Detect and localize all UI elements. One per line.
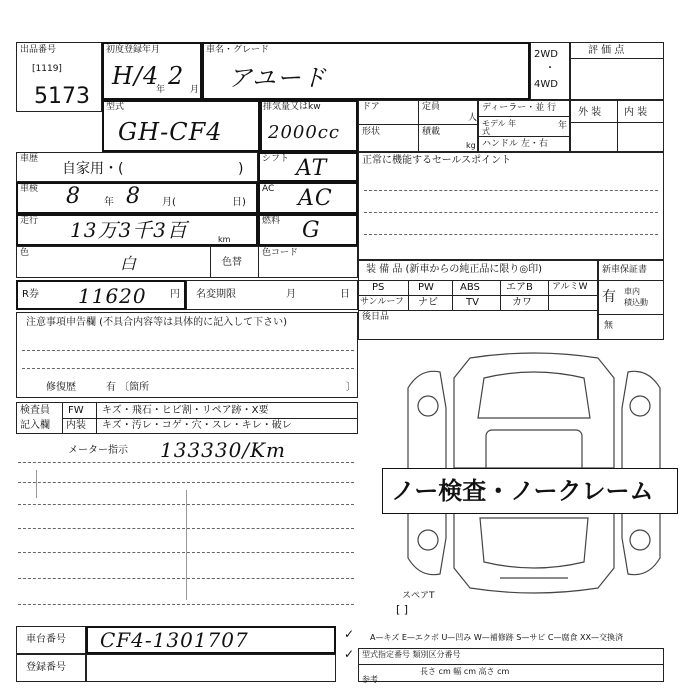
drive-dot: ・ (545, 63, 555, 74)
warranty-note2: 積込動 (624, 298, 648, 307)
displacement-label: 排気量又はkw (263, 102, 321, 112)
inspector-label1: 検査員 (20, 405, 50, 416)
repair-end: 〕 (346, 382, 356, 393)
dealer-label: ディーラー・並 行 (482, 103, 557, 113)
shape-label: 形状 (362, 127, 381, 137)
name-change-day: 日 (340, 289, 350, 300)
spec-label: 型式指定番号 類別区分番号 (362, 650, 461, 659)
fuel-label: 燃料 (262, 216, 281, 226)
model-year-label: モデル 年式 (482, 119, 517, 136)
damage-legend: A—キズ E—エクボ U—凹み W—補修跡 S—サビ C—腐食 XX—交換済 (370, 633, 624, 642)
no-claim-stamp (382, 468, 678, 514)
first-reg-month: 2 (168, 62, 185, 90)
first-reg-label: 初度登録年月 (106, 45, 161, 55)
chassis-label: 車台番号 (26, 634, 66, 645)
inspection-year: 8 (66, 184, 81, 209)
ac-value: AC (298, 186, 333, 211)
recycle-label: R券 (22, 289, 39, 300)
warranty-has: 有 (602, 289, 616, 305)
check-mark-2: ✓ (344, 647, 355, 661)
shift-value: AT (296, 156, 328, 181)
fuel-value: G (302, 218, 321, 243)
color-code-label: 色コード (262, 248, 299, 258)
mileage-unit: km (218, 235, 231, 244)
spare-label: スペアT (402, 591, 435, 601)
meter-value: 133330/Km (160, 438, 286, 462)
name-change-month: 月 (286, 289, 296, 300)
drive-2wd: 2WD (534, 49, 558, 60)
rear-items-label: 後日品 (362, 312, 390, 322)
drive-4wd: 4WD (534, 79, 558, 90)
year-unit: 年 (558, 121, 568, 131)
lot-bracket: [1119] (32, 64, 62, 74)
spare-brackets: [ ] (396, 603, 409, 616)
month-char: 月 (190, 85, 200, 95)
reg-label: 登録番号 (26, 662, 66, 673)
history-label: 車歴 (20, 154, 39, 164)
inspection-nichi: 日) (232, 197, 246, 208)
equip-alloy: アルミW (552, 282, 588, 292)
color-label: 色 (20, 248, 30, 258)
check-mark-1: ✓ (344, 627, 355, 641)
equip-pw: PW (418, 282, 434, 293)
inspector-interior: 内装 (66, 420, 86, 431)
mileage-label: 走行 (20, 216, 39, 226)
lot-label: 出品番号 (20, 45, 57, 55)
car-name-value: アユード (228, 64, 327, 92)
first-reg-value: H/4 (112, 62, 160, 90)
inspector-fw-items: キズ・飛石・ヒビ割・リペア跡・X要 (102, 405, 269, 416)
inspector-label2: 記入欄 (20, 420, 50, 431)
year-char: 年 (156, 85, 166, 95)
equip-sunroof: サンルーフ (360, 297, 404, 307)
selling-points-label: 正常に機能するセールスポイント (362, 155, 512, 166)
inspector-fw: FW (68, 405, 84, 416)
warranty-label: 新車保証書 (602, 265, 648, 275)
ac-label: AC (262, 184, 275, 194)
equipment-title: 装 備 品 (新車からの純正品に限り◎印) (366, 264, 543, 275)
color-box (16, 246, 358, 278)
kg-unit: kg (466, 141, 476, 150)
history-value-end: ) (238, 161, 244, 177)
recycle-value: 11620 (78, 284, 147, 308)
repair-value: 有 〔箇所 (106, 382, 150, 393)
exterior-label: 外 装 (578, 107, 602, 118)
equip-ps: PS (372, 282, 385, 293)
warranty-note1: 車内 (624, 287, 640, 296)
equip-navi: ナビ (418, 297, 438, 308)
inspection-nen: 年 (104, 197, 114, 208)
spec-dims: 長さ cm 幅 cm 高さ cm (420, 667, 510, 676)
shift-label: シフト (262, 154, 290, 164)
color-swatch-label: 色替 (222, 257, 242, 268)
selling-points-box (358, 152, 664, 260)
displacement-value: 2000cc (268, 122, 340, 143)
model-label: 型式 (106, 102, 125, 112)
history-box (16, 152, 258, 182)
inspector-interior-items: キズ・汚レ・コゲ・穴・スレ・キレ・破レ (102, 420, 292, 431)
reg-value-box (86, 654, 336, 682)
chassis-value: CF4-1301707 (100, 628, 249, 652)
equip-abs: ABS (460, 282, 480, 293)
color-value: 白 (120, 254, 138, 273)
interior-label: 内 装 (624, 107, 648, 118)
stamp-text: ノー検査・ノークレーム (391, 477, 654, 505)
door-label: ドア (362, 102, 380, 112)
car-name-label: 車名・グレード (206, 45, 270, 55)
notes-label: 注意事項申告欄 (不具合内容等は具体的に記入して下さい) (26, 317, 287, 328)
mileage-value: 13万3千3百 (70, 218, 188, 242)
name-change-label: 名変期限 (196, 289, 236, 300)
ref-label: 参考 (362, 675, 378, 684)
model-value: GH-CF4 (118, 118, 223, 146)
equip-tv: TV (466, 297, 479, 308)
load-label: 積載 (422, 127, 441, 137)
capacity-label: 定員 (422, 102, 441, 112)
lot-number: 5173 (34, 84, 90, 109)
history-value: 自家用・( (62, 161, 124, 177)
equip-leather: カワ (512, 297, 532, 308)
inspection-month: 8 (126, 184, 141, 209)
repair-label: 修復歴 (46, 382, 76, 393)
inspection-label: 車検 (20, 184, 39, 194)
recycle-unit: 円 (170, 289, 180, 300)
inspection-getsu: 月( (162, 197, 176, 208)
warranty-none: 無 (604, 321, 614, 331)
score-label: 評 価 点 (588, 45, 625, 56)
person-unit: 人 (468, 113, 478, 123)
handle-label: ハンドル 左・右 (482, 139, 548, 149)
equip-airbag: エアB (506, 282, 533, 293)
meter-label: メーター指示 (68, 445, 128, 456)
